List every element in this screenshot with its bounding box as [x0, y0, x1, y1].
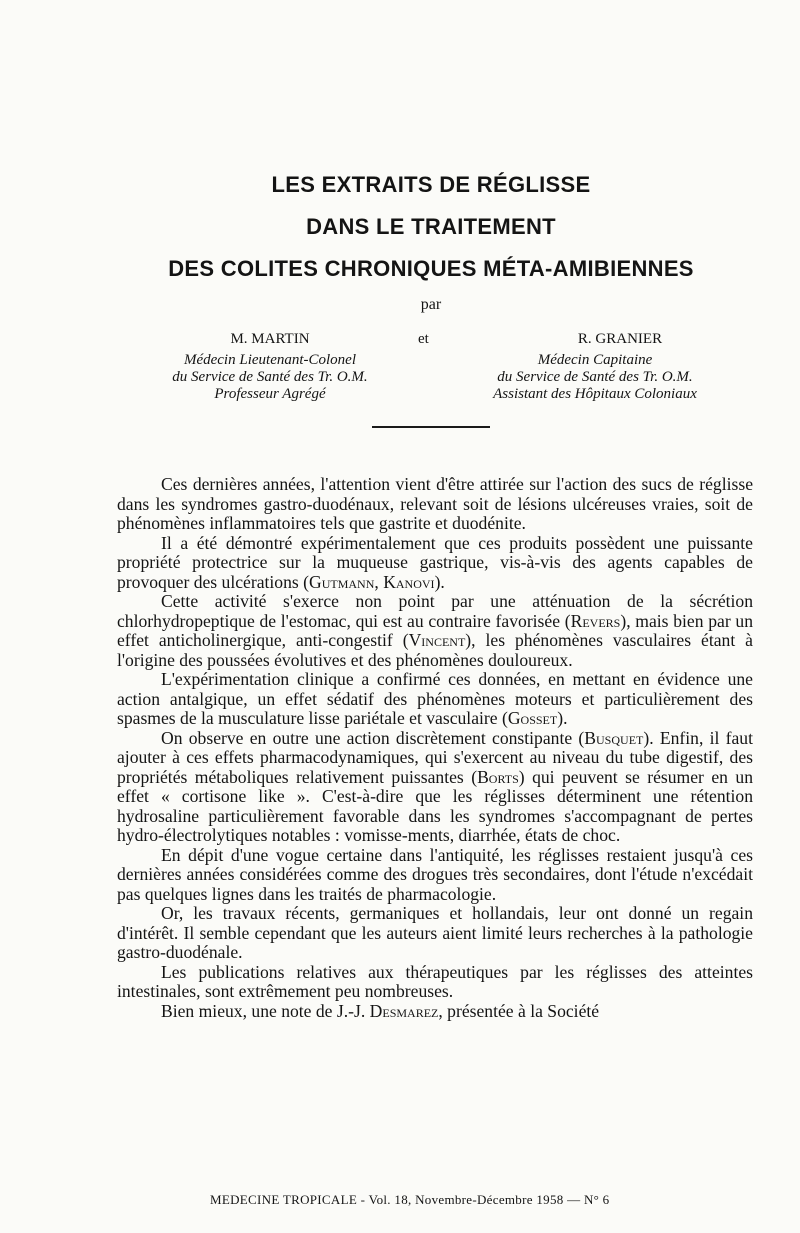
author1-title: Professeur Agrégé: [214, 386, 326, 402]
reference-revers: Revers: [570, 610, 621, 631]
separator-rule: [372, 426, 490, 428]
byline-et: et: [418, 331, 429, 347]
byline-par: par: [420, 296, 442, 313]
paragraph-3: [117, 592, 753, 670]
paragraph-5-text-a: On observe en outre une action discrètement constipante (: [161, 727, 585, 748]
paragraph-5-text-b: ). Enfin, il faut ajouter à ces effets pharmacodynamiques, qui s'exercent au niveau du tube digestif, des propriétés métaboliques relativement puissantes (: [117, 727, 753, 787]
paragraph-1: Ces dernières années, l'attention vient d'être attirée sur l'action des sucs de réglisse dans les syndromes gastro-duodénaux, relevant soit de lésions ulcéreuses vraies, soit de phénomènes inflammatoires tels que gastrite et duodénite.: [117, 474, 753, 533]
author1-service: du Service de Santé des Tr. O.M.: [172, 369, 368, 385]
paragraph-4-text-a: L'expérimentation clinique a confirmé ces données, en mettant en évidence une action antalgique, un effet sédatif des phénomènes moteurs et particulièrement des spasmes de la musculature lisse pariétale et vasculaire (: [117, 669, 753, 728]
paragraph-4-text-b: ).: [557, 708, 568, 728]
title-line-2: DANS LE TRAITEMENT: [306, 214, 556, 239]
reference-desmarez: Desmarez: [369, 1000, 439, 1021]
author1-rank: Médecin Lieutenant-Colonel: [183, 352, 357, 368]
reference-gosset: Gosset: [507, 708, 558, 728]
paragraph-2-text-b: ,: [374, 571, 384, 592]
author1-name: M. MARTIN: [230, 331, 310, 347]
author2-title: Assistant des Hôpitaux Coloniaux: [493, 386, 697, 402]
journal-footer: MEDECINE TROPICALE - Vol. 18, Novembre-Décembre 1958 — N° 6: [210, 1192, 610, 1207]
paragraph-2: [117, 534, 753, 593]
paragraph-9: [117, 1002, 753, 1022]
paragraph-6: En dépit d'une vogue certaine dans l'antiquité, les réglisses restaient jusqu'à ces dernières années considérées comme des drogues très secondaires, dont l'étude n'excédait pas quelques lignes dans les traités de pharmacologie.: [117, 844, 753, 904]
paragraph-7: Or, les travaux récents, germaniques et hollandais, leur ont donné un regain d'intérêt. Il semble cependant que les auteurs aient limité leurs recherches à la pathologie gastro-duodénale.: [117, 903, 753, 962]
reference-busquet: Busquet: [584, 727, 644, 748]
paragraph-2-text-a: Il a été démontré expérimentalement que ces produits possèdent une puissante propriété protectrice sur la muqueuse gastrique, vis-à-vis des agents capables de provoquer des ulcérations (: [117, 532, 753, 592]
author2-rank: Médecin Capitaine: [537, 352, 653, 368]
paragraph-3-text-b: ), mais bien par un effet anticholinergique, anti-congestif (: [117, 610, 753, 650]
paragraph-4: [117, 670, 753, 729]
title-line-3: DES COLITES CHRONIQUES MÉTA-AMIBIENNES: [168, 256, 694, 281]
author2-name: R. GRANIER: [577, 331, 663, 347]
author2-affiliation: [445, 352, 745, 403]
reference-borts: Borts: [477, 766, 519, 787]
paragraph-3-text-c: ), les phénomènes vasculaires étant à l'origine des poussées évolutives et des phénomènes douloureux.: [117, 630, 753, 670]
author2-service: du Service de Santé des Tr. O.M.: [497, 369, 693, 385]
article-body: [117, 475, 753, 1021]
paragraph-3-text-a: Cette activité s'exerce non point par une atténuation de la sécrétion chlorhydropeptique de l'estomac, qui est au contraire favorisée (: [117, 591, 753, 631]
paragraph-5-text-c: ) qui peuvent se résumer en un effet « cortisone like ». C'est-à-dire que les réglisses déterminent une rétention hydrosaline particulièrement favorable dans les syndromes s'accompagnant de pertes hydro-électrolytiques notables : vomisse-ments, diarrhée, états de choc.: [117, 766, 753, 845]
paragraph-2-text-c: ).: [434, 571, 445, 592]
reference-gutmann: Gutmann: [309, 571, 375, 592]
title-line-1: LES EXTRAITS DE RÉGLISSE: [271, 172, 591, 197]
reference-vincent: Vincent: [408, 630, 466, 650]
paragraph-5: [117, 729, 753, 846]
author1-affiliation: [120, 352, 420, 403]
reference-kanovi: Kanovi: [383, 571, 435, 592]
paragraph-8: Les publications relatives aux thérapeutiques par les réglisses des atteintes intestinales, sont extrêmement peu nombreuses.: [117, 961, 753, 1001]
paragraph-9-text-a: Bien mieux, une note de J.-J.: [161, 1000, 370, 1021]
paragraph-9-text-b: , présentée à la Société: [438, 1000, 600, 1021]
